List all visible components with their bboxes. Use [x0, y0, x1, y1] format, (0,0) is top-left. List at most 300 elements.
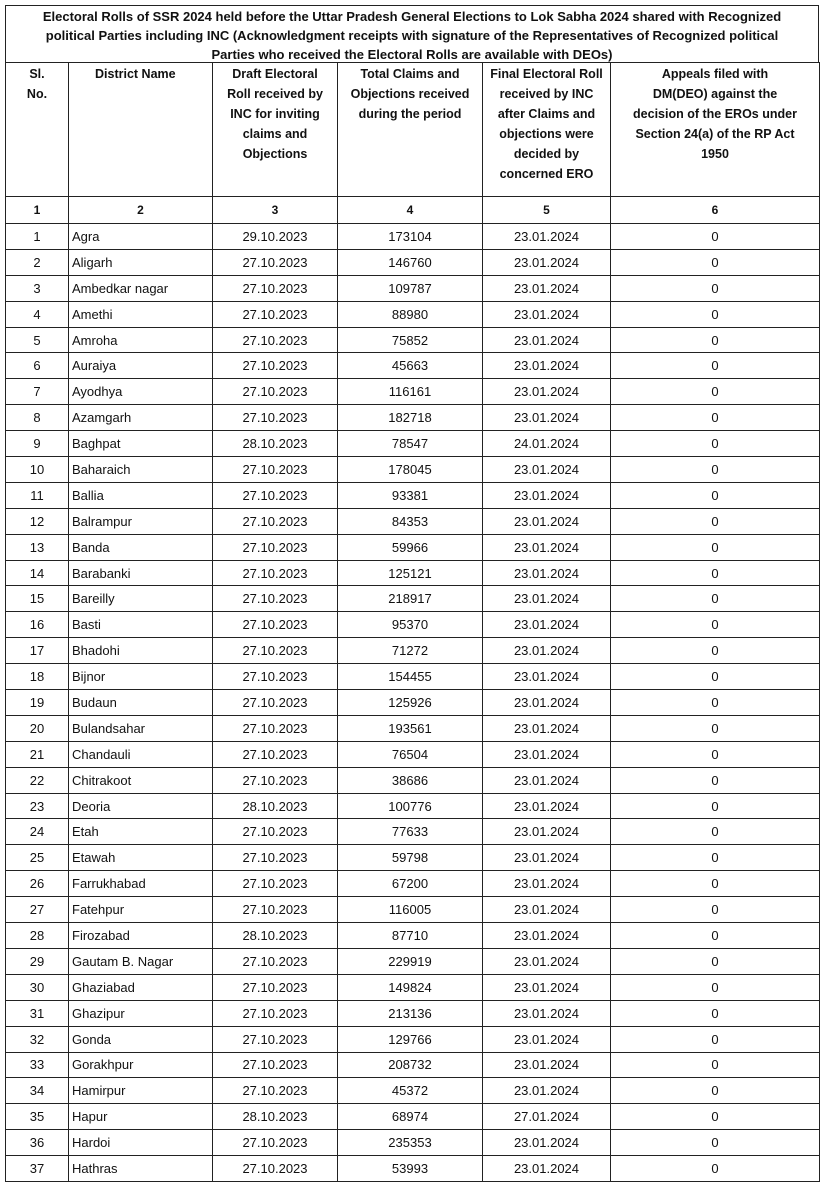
cell-draft-date: 27.10.2023 — [213, 353, 338, 379]
cell-draft-date: 27.10.2023 — [213, 301, 338, 327]
cell-appeals: 0 — [611, 845, 820, 871]
cell-claims: 38686 — [338, 767, 483, 793]
table-row — [6, 871, 820, 897]
cell-sl-no: 29 — [6, 948, 69, 974]
column-number: 2 — [69, 197, 213, 224]
cell-sl-no: 24 — [6, 819, 69, 845]
cell-draft-date: 27.10.2023 — [213, 871, 338, 897]
cell-district-name: Azamgarh — [69, 405, 213, 431]
cell-final-date: 23.01.2024 — [483, 819, 611, 845]
cell-final-date: 23.01.2024 — [483, 301, 611, 327]
cell-draft-date: 27.10.2023 — [213, 1130, 338, 1156]
header-line: during the period — [358, 107, 462, 121]
cell-appeals: 0 — [611, 638, 820, 664]
cell-draft-date: 27.10.2023 — [213, 327, 338, 353]
cell-final-date: 23.01.2024 — [483, 353, 611, 379]
cell-claims: 59798 — [338, 845, 483, 871]
table-body — [6, 224, 820, 1182]
cell-draft-date: 27.10.2023 — [213, 1156, 338, 1182]
table-row — [6, 1026, 820, 1052]
header-final-roll — [483, 63, 611, 197]
cell-sl-no: 26 — [6, 871, 69, 897]
cell-draft-date: 27.10.2023 — [213, 405, 338, 431]
cell-appeals: 0 — [611, 457, 820, 483]
cell-draft-date: 28.10.2023 — [213, 793, 338, 819]
cell-sl-no: 18 — [6, 664, 69, 690]
cell-final-date: 23.01.2024 — [483, 845, 611, 871]
cell-district-name: Auraiya — [69, 353, 213, 379]
title-line-2: political Parties including INC (Acknowledgment receipts with signature of the Representatives of Recognized political — [45, 28, 779, 43]
cell-final-date: 23.01.2024 — [483, 690, 611, 716]
cell-district-name: Etawah — [69, 845, 213, 871]
cell-sl-no: 8 — [6, 405, 69, 431]
table-row — [6, 767, 820, 793]
header-line: objections were — [499, 127, 594, 141]
header-line: Roll received by — [227, 87, 323, 101]
cell-sl-no: 23 — [6, 793, 69, 819]
electoral-rolls-table — [5, 62, 820, 1182]
cell-claims: 116161 — [338, 379, 483, 405]
header-line: Objections received — [350, 87, 470, 101]
column-number: 5 — [483, 197, 611, 224]
cell-appeals: 0 — [611, 534, 820, 560]
header-sl-no — [6, 63, 69, 197]
cell-district-name: Fatehpur — [69, 897, 213, 923]
header-line: claims and — [242, 127, 308, 141]
header-draft-roll — [213, 63, 338, 197]
table-row — [6, 1052, 820, 1078]
cell-final-date: 23.01.2024 — [483, 664, 611, 690]
cell-claims: 88980 — [338, 301, 483, 327]
cell-sl-no: 7 — [6, 379, 69, 405]
document — [5, 5, 819, 1182]
header-line: Section 24(a) of the RP Act — [635, 127, 795, 141]
cell-claims: 182718 — [338, 405, 483, 431]
cell-draft-date: 27.10.2023 — [213, 249, 338, 275]
cell-final-date: 23.01.2024 — [483, 224, 611, 250]
cell-sl-no: 20 — [6, 715, 69, 741]
cell-final-date: 23.01.2024 — [483, 638, 611, 664]
cell-claims: 45663 — [338, 353, 483, 379]
table-row — [6, 431, 820, 457]
cell-claims: 53993 — [338, 1156, 483, 1182]
table-row — [6, 586, 820, 612]
cell-final-date: 23.01.2024 — [483, 793, 611, 819]
cell-draft-date: 27.10.2023 — [213, 560, 338, 586]
cell-appeals: 0 — [611, 586, 820, 612]
cell-sl-no: 28 — [6, 923, 69, 949]
cell-district-name: Ghaziabad — [69, 974, 213, 1000]
cell-district-name: Balrampur — [69, 508, 213, 534]
cell-appeals: 0 — [611, 871, 820, 897]
cell-appeals: 0 — [611, 741, 820, 767]
cell-district-name: Hapur — [69, 1104, 213, 1130]
cell-appeals: 0 — [611, 923, 820, 949]
cell-final-date: 23.01.2024 — [483, 1078, 611, 1104]
cell-district-name: Gautam B. Nagar — [69, 948, 213, 974]
cell-sl-no: 15 — [6, 586, 69, 612]
cell-final-date: 23.01.2024 — [483, 715, 611, 741]
cell-district-name: Farrukhabad — [69, 871, 213, 897]
cell-appeals: 0 — [611, 1000, 820, 1026]
cell-claims: 93381 — [338, 482, 483, 508]
header-line: decided by — [513, 147, 580, 161]
cell-final-date: 23.01.2024 — [483, 1130, 611, 1156]
cell-claims: 235353 — [338, 1130, 483, 1156]
header-line: Objections — [242, 147, 308, 161]
cell-draft-date: 27.10.2023 — [213, 482, 338, 508]
table-row — [6, 534, 820, 560]
cell-sl-no: 34 — [6, 1078, 69, 1104]
table-row — [6, 1078, 820, 1104]
cell-claims: 154455 — [338, 664, 483, 690]
cell-appeals: 0 — [611, 664, 820, 690]
cell-draft-date: 27.10.2023 — [213, 845, 338, 871]
cell-final-date: 23.01.2024 — [483, 1026, 611, 1052]
cell-claims: 109787 — [338, 275, 483, 301]
cell-draft-date: 29.10.2023 — [213, 224, 338, 250]
cell-district-name: Banda — [69, 534, 213, 560]
header-line: Appeals filed with — [661, 67, 769, 81]
cell-district-name: Hardoi — [69, 1130, 213, 1156]
cell-claims: 173104 — [338, 224, 483, 250]
cell-claims: 146760 — [338, 249, 483, 275]
cell-appeals: 0 — [611, 431, 820, 457]
header-line: DM(DEO) against the — [652, 87, 778, 101]
cell-sl-no: 13 — [6, 534, 69, 560]
cell-district-name: Gonda — [69, 1026, 213, 1052]
cell-claims: 193561 — [338, 715, 483, 741]
cell-claims: 59966 — [338, 534, 483, 560]
cell-sl-no: 33 — [6, 1052, 69, 1078]
header-line: District Name — [95, 67, 176, 81]
cell-appeals: 0 — [611, 379, 820, 405]
header-district-name — [69, 63, 213, 197]
cell-sl-no: 31 — [6, 1000, 69, 1026]
cell-sl-no: 25 — [6, 845, 69, 871]
table-row — [6, 457, 820, 483]
column-number: 4 — [338, 197, 483, 224]
cell-claims: 229919 — [338, 948, 483, 974]
table-row — [6, 638, 820, 664]
table-row — [6, 1104, 820, 1130]
column-number: 6 — [611, 197, 820, 224]
cell-district-name: Bareilly — [69, 586, 213, 612]
cell-claims: 71272 — [338, 638, 483, 664]
cell-draft-date: 27.10.2023 — [213, 612, 338, 638]
cell-appeals: 0 — [611, 1130, 820, 1156]
cell-draft-date: 27.10.2023 — [213, 457, 338, 483]
cell-appeals: 0 — [611, 1026, 820, 1052]
cell-sl-no: 17 — [6, 638, 69, 664]
cell-claims: 129766 — [338, 1026, 483, 1052]
cell-claims: 76504 — [338, 741, 483, 767]
cell-district-name: Etah — [69, 819, 213, 845]
cell-appeals: 0 — [611, 690, 820, 716]
cell-draft-date: 27.10.2023 — [213, 1052, 338, 1078]
cell-final-date: 23.01.2024 — [483, 1156, 611, 1182]
title-line-1: Electoral Rolls of SSR 2024 held before the Uttar Pradesh General Elections to Lok Sabha 2024 shared with Recognized — [42, 9, 782, 24]
cell-final-date: 23.01.2024 — [483, 379, 611, 405]
cell-final-date: 23.01.2024 — [483, 275, 611, 301]
cell-district-name: Bulandsahar — [69, 715, 213, 741]
cell-final-date: 23.01.2024 — [483, 508, 611, 534]
document-title — [5, 5, 819, 62]
cell-appeals: 0 — [611, 948, 820, 974]
cell-district-name: Barabanki — [69, 560, 213, 586]
cell-appeals: 0 — [611, 275, 820, 301]
cell-draft-date: 27.10.2023 — [213, 508, 338, 534]
cell-final-date: 23.01.2024 — [483, 767, 611, 793]
cell-sl-no: 27 — [6, 897, 69, 923]
cell-draft-date: 27.10.2023 — [213, 275, 338, 301]
cell-district-name: Hathras — [69, 1156, 213, 1182]
cell-district-name: Budaun — [69, 690, 213, 716]
cell-final-date: 23.01.2024 — [483, 948, 611, 974]
cell-appeals: 0 — [611, 1078, 820, 1104]
cell-sl-no: 37 — [6, 1156, 69, 1182]
cell-draft-date: 27.10.2023 — [213, 586, 338, 612]
cell-appeals: 0 — [611, 560, 820, 586]
cell-draft-date: 27.10.2023 — [213, 664, 338, 690]
cell-draft-date: 27.10.2023 — [213, 741, 338, 767]
table-row — [6, 249, 820, 275]
header-line: after Claims and — [497, 107, 596, 121]
cell-claims: 67200 — [338, 871, 483, 897]
table-row — [6, 301, 820, 327]
table-row — [6, 897, 820, 923]
cell-district-name: Baharaich — [69, 457, 213, 483]
cell-sl-no: 22 — [6, 767, 69, 793]
cell-claims: 218917 — [338, 586, 483, 612]
cell-draft-date: 27.10.2023 — [213, 1078, 338, 1104]
cell-claims: 78547 — [338, 431, 483, 457]
table-row — [6, 948, 820, 974]
cell-final-date: 23.01.2024 — [483, 897, 611, 923]
cell-draft-date: 27.10.2023 — [213, 379, 338, 405]
table-row — [6, 923, 820, 949]
cell-sl-no: 3 — [6, 275, 69, 301]
cell-final-date: 23.01.2024 — [483, 612, 611, 638]
cell-district-name: Amethi — [69, 301, 213, 327]
cell-draft-date: 28.10.2023 — [213, 923, 338, 949]
table-row — [6, 690, 820, 716]
table-row — [6, 1130, 820, 1156]
cell-final-date: 23.01.2024 — [483, 974, 611, 1000]
cell-final-date: 23.01.2024 — [483, 923, 611, 949]
table-row — [6, 715, 820, 741]
cell-claims: 116005 — [338, 897, 483, 923]
cell-sl-no: 2 — [6, 249, 69, 275]
cell-appeals: 0 — [611, 224, 820, 250]
cell-claims: 213136 — [338, 1000, 483, 1026]
cell-district-name: Deoria — [69, 793, 213, 819]
cell-final-date: 23.01.2024 — [483, 586, 611, 612]
header-line: Total Claims and — [360, 67, 460, 81]
table-row — [6, 974, 820, 1000]
cell-final-date: 23.01.2024 — [483, 327, 611, 353]
cell-district-name: Ghazipur — [69, 1000, 213, 1026]
header-line: No. — [26, 87, 48, 101]
cell-sl-no: 9 — [6, 431, 69, 457]
cell-draft-date: 27.10.2023 — [213, 974, 338, 1000]
cell-final-date: 27.01.2024 — [483, 1104, 611, 1130]
cell-district-name: Firozabad — [69, 923, 213, 949]
cell-claims: 87710 — [338, 923, 483, 949]
cell-appeals: 0 — [611, 249, 820, 275]
cell-appeals: 0 — [611, 301, 820, 327]
header-line: Final Electoral Roll — [490, 67, 603, 81]
cell-claims: 45372 — [338, 1078, 483, 1104]
cell-draft-date: 27.10.2023 — [213, 715, 338, 741]
table-row — [6, 353, 820, 379]
cell-appeals: 0 — [611, 612, 820, 638]
header-line: concerned ERO — [499, 167, 594, 181]
cell-appeals: 0 — [611, 508, 820, 534]
cell-sl-no: 32 — [6, 1026, 69, 1052]
cell-appeals: 0 — [611, 1156, 820, 1182]
cell-district-name: Basti — [69, 612, 213, 638]
table-row — [6, 793, 820, 819]
table-row — [6, 612, 820, 638]
cell-final-date: 23.01.2024 — [483, 871, 611, 897]
cell-final-date: 23.01.2024 — [483, 1052, 611, 1078]
cell-appeals: 0 — [611, 405, 820, 431]
table-row — [6, 482, 820, 508]
cell-appeals: 0 — [611, 1104, 820, 1130]
cell-appeals: 0 — [611, 482, 820, 508]
cell-claims: 208732 — [338, 1052, 483, 1078]
header-line: decision of the EROs under — [633, 107, 797, 121]
cell-appeals: 0 — [611, 715, 820, 741]
cell-draft-date: 27.10.2023 — [213, 948, 338, 974]
cell-appeals: 0 — [611, 793, 820, 819]
cell-sl-no: 30 — [6, 974, 69, 1000]
table-row — [6, 327, 820, 353]
cell-claims: 95370 — [338, 612, 483, 638]
cell-sl-no: 16 — [6, 612, 69, 638]
column-number: 3 — [213, 197, 338, 224]
cell-sl-no: 10 — [6, 457, 69, 483]
cell-appeals: 0 — [611, 819, 820, 845]
header-line: 1950 — [701, 147, 729, 161]
cell-district-name: Ballia — [69, 482, 213, 508]
cell-district-name: Bhadohi — [69, 638, 213, 664]
cell-claims: 125121 — [338, 560, 483, 586]
cell-appeals: 0 — [611, 974, 820, 1000]
cell-appeals: 0 — [611, 897, 820, 923]
table-row — [6, 508, 820, 534]
table-row — [6, 1000, 820, 1026]
cell-final-date: 23.01.2024 — [483, 560, 611, 586]
cell-sl-no: 14 — [6, 560, 69, 586]
cell-district-name: Agra — [69, 224, 213, 250]
cell-draft-date: 27.10.2023 — [213, 767, 338, 793]
cell-district-name: Chandauli — [69, 741, 213, 767]
cell-claims: 149824 — [338, 974, 483, 1000]
cell-district-name: Bijnor — [69, 664, 213, 690]
cell-final-date: 24.01.2024 — [483, 431, 611, 457]
cell-claims: 84353 — [338, 508, 483, 534]
cell-claims: 100776 — [338, 793, 483, 819]
table-row — [6, 560, 820, 586]
column-number: 1 — [6, 197, 69, 224]
cell-sl-no: 1 — [6, 224, 69, 250]
cell-final-date: 23.01.2024 — [483, 741, 611, 767]
cell-draft-date: 27.10.2023 — [213, 690, 338, 716]
cell-district-name: Hamirpur — [69, 1078, 213, 1104]
cell-sl-no: 19 — [6, 690, 69, 716]
cell-district-name: Chitrakoot — [69, 767, 213, 793]
cell-draft-date: 28.10.2023 — [213, 1104, 338, 1130]
table-row — [6, 379, 820, 405]
cell-sl-no: 6 — [6, 353, 69, 379]
cell-sl-no: 11 — [6, 482, 69, 508]
cell-district-name: Ambedkar nagar — [69, 275, 213, 301]
cell-claims: 75852 — [338, 327, 483, 353]
header-line: Draft Electoral — [232, 67, 318, 81]
cell-appeals: 0 — [611, 767, 820, 793]
cell-draft-date: 27.10.2023 — [213, 819, 338, 845]
cell-final-date: 23.01.2024 — [483, 482, 611, 508]
table-row — [6, 664, 820, 690]
cell-sl-no: 5 — [6, 327, 69, 353]
cell-sl-no: 35 — [6, 1104, 69, 1130]
cell-claims: 178045 — [338, 457, 483, 483]
cell-sl-no: 36 — [6, 1130, 69, 1156]
table-row — [6, 819, 820, 845]
header-row — [6, 63, 820, 197]
cell-district-name: Baghpat — [69, 431, 213, 457]
header-line: received by INC — [499, 87, 594, 101]
cell-district-name: Ayodhya — [69, 379, 213, 405]
cell-district-name: Amroha — [69, 327, 213, 353]
table-row — [6, 224, 820, 250]
cell-sl-no: 12 — [6, 508, 69, 534]
table-row — [6, 741, 820, 767]
cell-draft-date: 28.10.2023 — [213, 431, 338, 457]
cell-appeals: 0 — [611, 1052, 820, 1078]
cell-claims: 68974 — [338, 1104, 483, 1130]
cell-claims: 77633 — [338, 819, 483, 845]
cell-final-date: 23.01.2024 — [483, 1000, 611, 1026]
table-row — [6, 275, 820, 301]
cell-final-date: 23.01.2024 — [483, 457, 611, 483]
cell-appeals: 0 — [611, 327, 820, 353]
cell-draft-date: 27.10.2023 — [213, 638, 338, 664]
cell-district-name: Gorakhpur — [69, 1052, 213, 1078]
cell-sl-no: 21 — [6, 741, 69, 767]
table-row — [6, 1156, 820, 1182]
table-row — [6, 405, 820, 431]
cell-sl-no: 4 — [6, 301, 69, 327]
cell-draft-date: 27.10.2023 — [213, 1026, 338, 1052]
cell-draft-date: 27.10.2023 — [213, 897, 338, 923]
cell-appeals: 0 — [611, 353, 820, 379]
table-row — [6, 845, 820, 871]
cell-final-date: 23.01.2024 — [483, 534, 611, 560]
header-appeals — [611, 63, 820, 197]
title-line-3: Parties who received the Electoral Rolls are available with DEOs) — [211, 47, 613, 62]
column-number-row — [6, 197, 820, 224]
cell-claims: 125926 — [338, 690, 483, 716]
cell-district-name: Aligarh — [69, 249, 213, 275]
header-line: Sl. — [29, 67, 45, 81]
cell-final-date: 23.01.2024 — [483, 249, 611, 275]
header-line: INC for inviting — [230, 107, 320, 121]
cell-draft-date: 27.10.2023 — [213, 534, 338, 560]
cell-final-date: 23.01.2024 — [483, 405, 611, 431]
